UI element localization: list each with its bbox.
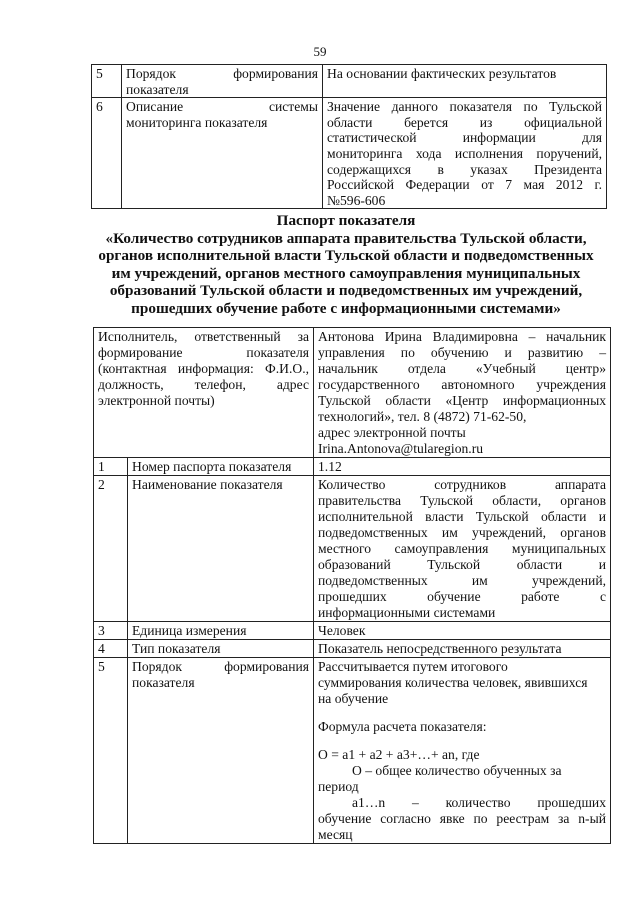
row-value: Человек <box>314 622 611 640</box>
page-number: 59 <box>313 44 327 59</box>
indicator-name-line: образований Тульской области и подведомственных им учреждений, <box>109 282 583 300</box>
table-row <box>92 65 607 98</box>
table-row <box>94 458 611 476</box>
table-row <box>94 640 611 658</box>
executor-value: Антонова Ирина Владимировна – начальник управления по обучению и развитию – начальник отдела «Учебный центр» государственного автономного учреждения Тульской области «Центр информационных технологий», тел. 8 (4872) 71-62-50, адрес электронной почты Irina.Antonova@tularegion.ru <box>314 328 611 458</box>
row-label: Номер паспорта показателя <box>128 458 314 476</box>
passport-heading <box>72 212 620 318</box>
row-number: 2 <box>94 476 128 622</box>
indicator-table-continuation <box>91 64 607 209</box>
formula: О = a1 + a2 + a3+…+ an, где <box>318 747 480 762</box>
row-label: Тип показателя <box>128 640 314 658</box>
row-number: 1 <box>94 458 128 476</box>
indicator-name-line: органов исполнительной власти Тульской области и подведомственных <box>98 247 594 265</box>
row-number: 4 <box>94 640 128 658</box>
row-number: 6 <box>92 98 122 209</box>
row-label: Порядок формирования показателя <box>122 65 323 98</box>
row-label: Единица измерения <box>128 622 314 640</box>
table-row <box>94 622 611 640</box>
table-row <box>94 476 611 622</box>
table-row <box>94 658 611 844</box>
indicator-name-line: «Количество сотрудников аппарата правительства Тульской области, <box>105 229 587 247</box>
executor-label: Исполнитель, ответственный за формирование показателя (контактная информация: Ф.И.О., должность, телефон, адрес электронной почты) <box>94 328 314 458</box>
row-value: Рассчитывается путем итогового суммирования количества человек, явившихся на обучение Формула расчета показателя: О = a1 + a2 + a3+…+ an, где О – общее количество обученных за период a1…n – количество прошедших обучение согласно явке по реестрам за n-ый месяц <box>314 658 611 844</box>
row-label: Наименование показателя <box>128 476 314 622</box>
email-text: Irina.Antonova@tularegion.ru <box>318 441 484 456</box>
row-number: 3 <box>94 622 128 640</box>
row-value: Показатель непосредственного результата <box>314 640 611 658</box>
passport-title: Паспорт показателя <box>276 212 416 229</box>
indicator-name-line: прошедших обучение работе с информационными системами» <box>131 299 561 317</box>
row-value: 1.12 <box>314 458 611 476</box>
row-number: 5 <box>92 65 122 98</box>
indicator-name-line: им учреждений, органов местного самоуправления муниципальных <box>111 264 581 282</box>
row-value: На основании фактических результатов <box>323 65 607 98</box>
row-value: Количество сотрудников аппарата правительства Тульской области, органов исполнительной власти Тульской области и подведомственных им учреждений, органов местного самоуправления муниципальных образований Тульской области и подведомственных им учреждений, прошедших обучение работе с информационными системами <box>314 476 611 622</box>
executor-row <box>94 328 611 458</box>
indicator-passport-table <box>93 327 611 844</box>
table-row <box>92 98 607 209</box>
row-value: Значение данного показателя по Тульской области берется из официальной статистической информации для мониторинга хода исполнения поручений, содержащихся в указах Президента Российской Федерации от 7 мая 2012 г. №596-606 <box>323 98 607 209</box>
formula-title: Формула расчета показателя: <box>318 719 487 734</box>
row-number: 5 <box>94 658 128 844</box>
row-label: Описание системы мониторинга показателя <box>122 98 323 209</box>
row-label: Порядок формирования показателя <box>128 658 314 844</box>
